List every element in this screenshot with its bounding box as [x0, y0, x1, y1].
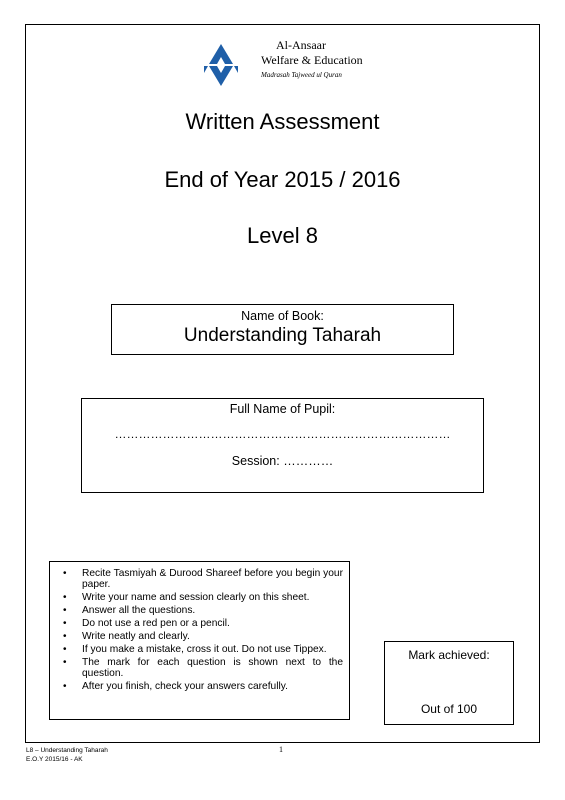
- organisation-logo: [203, 38, 373, 94]
- instruction-item: • After you finish, check your answers carefully.: [63, 680, 288, 692]
- instruction-item: • Do not use a red pen or a pencil.: [63, 617, 230, 629]
- bullet-icon: •: [63, 617, 67, 629]
- book-label: Name of Book:: [241, 309, 324, 323]
- pupil-name-field[interactable]: …………………………………………………………………………: [114, 427, 451, 441]
- instruction-item: • The mark for each question is shown next to the question.: [63, 656, 343, 679]
- book-name: Understanding Taharah: [183, 325, 382, 346]
- pupil-name-label: Full Name of Pupil:: [229, 402, 336, 416]
- pupil-details-box: [81, 398, 484, 493]
- logo-madrasah: Madrasah Tajweed ul Quran: [261, 71, 342, 79]
- mark-label: Mark achieved:: [408, 648, 490, 662]
- assessment-title: Written Assessment: [185, 109, 380, 134]
- al-ansaar-logo-icon: [203, 42, 239, 88]
- instruction-item: • Write neatly and clearly.: [63, 630, 190, 642]
- bullet-icon: •: [63, 680, 67, 692]
- footer-title: L8 – Understanding Taharah: [26, 747, 108, 754]
- instruction-item: • If you make a mistake, cross it out. Do not use Tippex.: [63, 643, 327, 655]
- bullet-icon: •: [63, 656, 67, 668]
- bullet-icon: •: [63, 568, 67, 579]
- instruction-item: • Recite Tasmiyah & Durood Shareef before you begin your paper.: [63, 568, 343, 591]
- assessment-level: Level 8: [247, 223, 318, 248]
- mark-achieved-box: [384, 641, 514, 725]
- book-name-box: [111, 304, 454, 355]
- instructions-list: [60, 568, 343, 692]
- instruction-item: • Answer all the questions.: [63, 605, 196, 617]
- assessment-period: End of Year 2015 / 2016: [164, 167, 401, 192]
- page-number: 1: [279, 745, 283, 754]
- logo-tagline: Welfare & Education: [261, 53, 363, 67]
- bullet-icon: •: [63, 643, 67, 655]
- session-field[interactable]: Session: …………: [231, 454, 334, 468]
- instruction-item: • Write your name and session clearly on this sheet.: [63, 592, 310, 604]
- bullet-icon: •: [63, 605, 67, 617]
- bullet-icon: •: [63, 630, 67, 642]
- logo-text: [261, 38, 381, 81]
- footer-code: E.O.Y 2015/16 - AK: [26, 756, 83, 763]
- instructions-box: [49, 561, 350, 720]
- logo-name: Al-Ansaar: [276, 38, 326, 52]
- page-footer: [26, 746, 108, 764]
- mark-total: Out of 100: [420, 702, 478, 716]
- bullet-icon: •: [63, 592, 67, 604]
